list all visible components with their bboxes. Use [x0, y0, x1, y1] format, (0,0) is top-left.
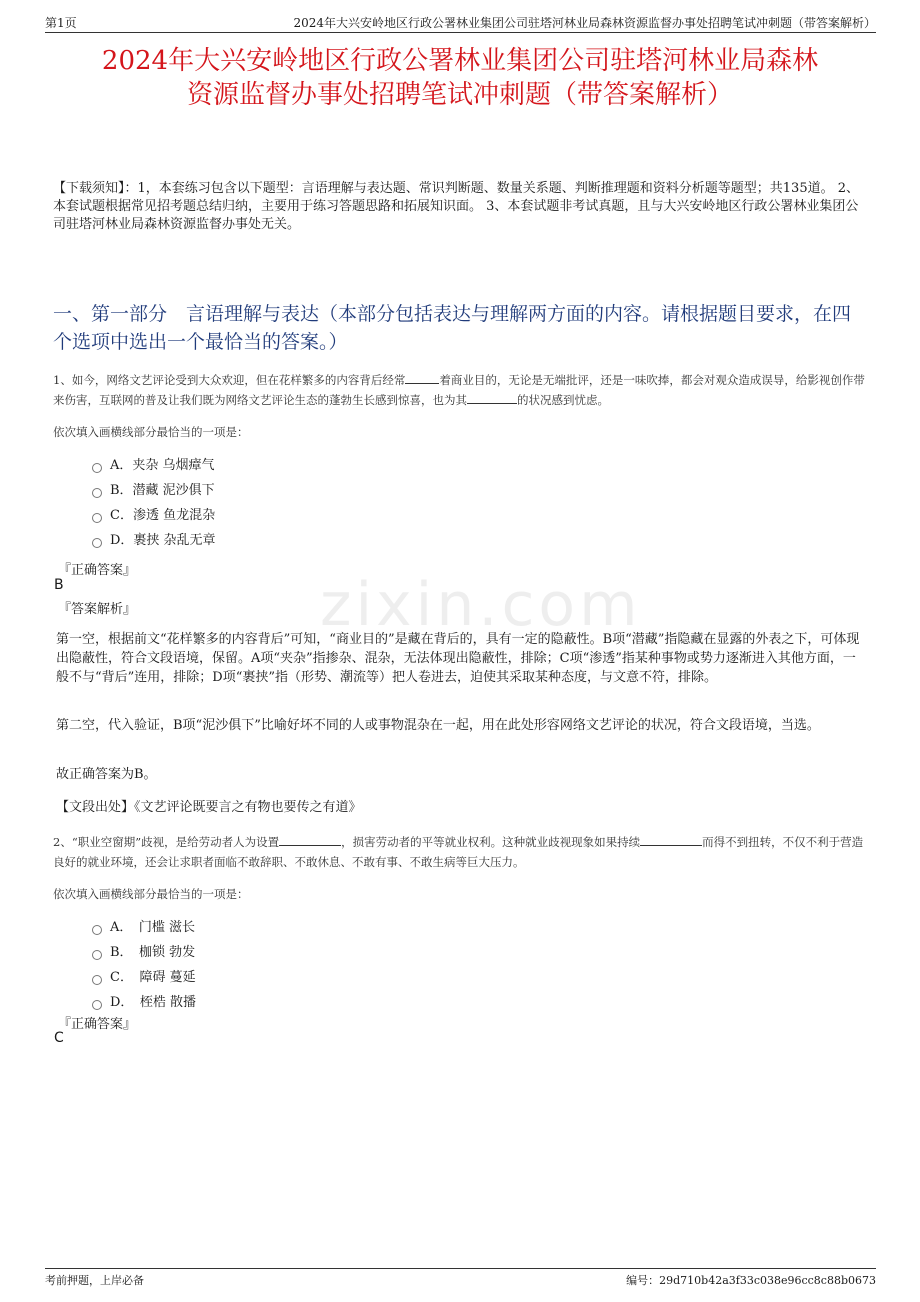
q2-option-a[interactable]: A． 门槛 滋长	[92, 918, 195, 938]
document-id: 编号：29d710b42a3f33c038e96cc8c88b0673	[626, 1274, 876, 1287]
q1-option-c[interactable]: C．渗透 鱼龙混杂	[92, 506, 215, 526]
radio-icon[interactable]	[92, 975, 102, 985]
blank-2	[640, 835, 702, 846]
page-title-line-1: 2024年大兴安岭地区行政公署林业集团公司驻塔河林业局森林	[101, 46, 819, 76]
q1-analysis-label: 『答案解析』	[58, 602, 137, 617]
q1-analysis-conclusion: 故正确答案为B。	[56, 767, 157, 782]
q1-correct-answer-label: 『正确答案』	[58, 563, 137, 578]
radio-icon[interactable]	[92, 513, 102, 523]
blank-1	[405, 373, 439, 384]
radio-icon[interactable]	[92, 463, 102, 473]
q1-source: 【文段出处】《文艺评论既要言之有物也要传之有道》	[56, 800, 362, 815]
blank-2	[467, 393, 517, 404]
running-header-title: 2024年大兴安岭地区行政公署林业集团公司驻塔河林业局森林资源监督办事处招聘笔试冲刺题（带答案解析）	[293, 16, 876, 30]
q2-option-c[interactable]: C． 障碍 蔓延	[92, 968, 196, 988]
q1-option-d[interactable]: D．裹挟 杂乱无章	[92, 531, 216, 551]
download-notice: 【下载须知】：1，本套练习包含以下题型：言语理解与表达题、常识判断题、数量关系题、判断推理题和资料分析题等题型；共135道。 2、本套试题根据常见招考题总结归纳，主要用于练习答题思路和拓展知识面。 3、本套试题非考试真题，且与大兴安岭地区行政公署林业集团公司驻塔河林业局森林资源监督办事处无关。	[53, 181, 859, 232]
footer-slogan: 考前押题，上岸必备	[45, 1274, 144, 1287]
radio-icon[interactable]	[92, 488, 102, 498]
page-number: 第1页	[45, 16, 77, 30]
q2-correct-answer: C	[54, 1030, 64, 1046]
question-2-instruction: 依次填入画横线部分最恰当的一项是：	[53, 887, 249, 901]
q1-analysis-paragraph-2: 第二空，代入验证，B项“泥沙俱下”比喻好坏不同的人或事物混杂在一起，用在此处形容网络文艺评论的状况，符合文段语境，当选。	[56, 718, 820, 733]
footer-divider	[45, 1268, 876, 1269]
q1-option-b[interactable]: B．潜藏 泥沙俱下	[92, 481, 215, 501]
q2-option-b[interactable]: B． 枷锁 勃发	[92, 943, 195, 963]
q2-correct-answer-label: 『正确答案』	[58, 1017, 137, 1032]
section-heading: 一、第一部分 言语理解与表达（本部分包括表达与理解两方面的内容。请根据题目要求，在四个选项中选出一个最恰当的答案。）	[53, 303, 852, 353]
radio-icon[interactable]	[92, 538, 102, 548]
radio-icon[interactable]	[92, 950, 102, 960]
page-title	[40, 44, 880, 112]
blank-1	[279, 835, 341, 846]
q1-analysis-paragraph-1: 第一空，根据前文“花样繁多的内容背后”可知，“商业目的”是藏在背后的，具有一定的隐蔽性。B项“潜藏”指隐藏在显露的外表之下，可体现出隐蔽性，符合文段语境，保留。A项“夹杂”指掺杂、混杂，无法体现出隐蔽性，排除；C项“渗透”指某种事物或势力逐渐进入其他方面，一般不与“背后”连用，排除；D项“裹挟”指（形势、潮流等）把人卷进去，迫使其采取某种态度，与文意不符，排除。	[56, 632, 860, 685]
header-divider	[45, 32, 876, 33]
question-1-instruction: 依次填入画横线部分最恰当的一项是：	[53, 425, 249, 439]
question-1-stem: 1、如今，网络文艺评论受到大众欢迎，但在花样繁多的内容背后经常 着商业目的，无论是无端批评，还是一味吹捧，都会对观众造成误导，给影视创作带来伤害，互联网的普及让我们既为网络文艺评论生态的蓬勃生长感到惊喜，也为其 的状况感到忧虑。	[53, 373, 865, 407]
q1-correct-answer: B	[54, 577, 64, 593]
radio-icon[interactable]	[92, 925, 102, 935]
radio-icon[interactable]	[92, 1000, 102, 1010]
question-2-stem: 2、“职业空窗期”歧视，是给劳动者人为设置 ，损害劳动者的平等就业权利。这种就业歧视现象如果持续 而得不到扭转，不仅不利于营造良好的就业环境，还会让求职者面临不敢辞职、不敢休息、不敢有事、不敢生病等巨大压力。	[53, 835, 864, 869]
watermark: zixin.com	[320, 570, 642, 640]
q1-option-a[interactable]: A．夹杂 乌烟瘴气	[92, 456, 215, 476]
q2-option-d[interactable]: D． 桎梏 散播	[92, 993, 196, 1013]
page-title-line-2: 资源监督办事处招聘笔试冲刺题（带答案解析）	[186, 80, 733, 110]
